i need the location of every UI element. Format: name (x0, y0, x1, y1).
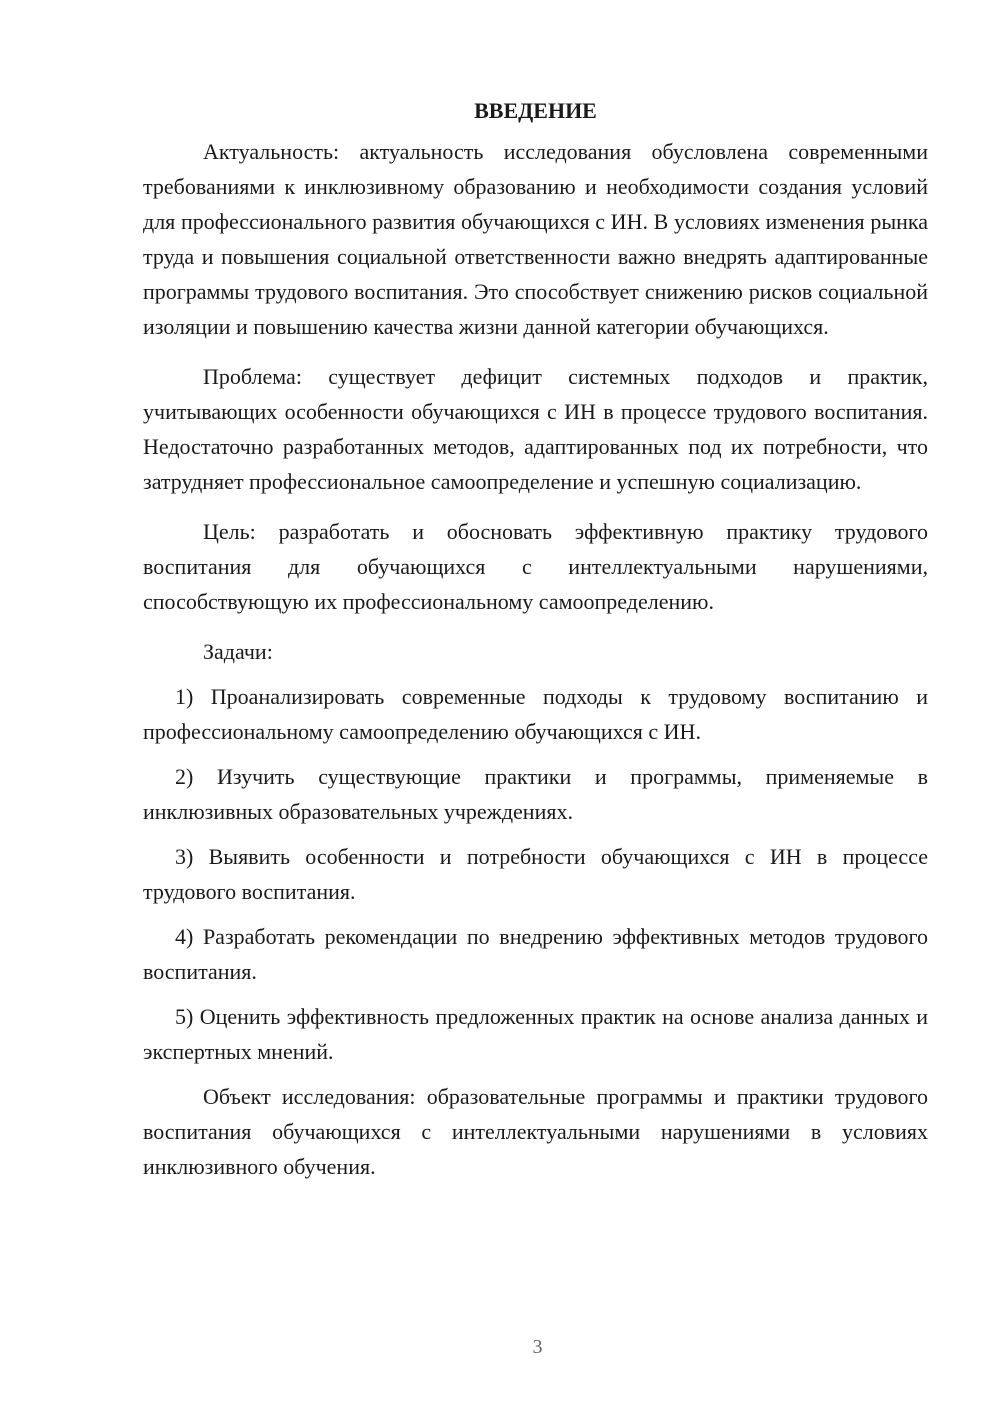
section-title: ВВЕДЕНИЕ (474, 98, 597, 123)
goal-paragraph: Цель: разработать и обосновать эффективную практику трудового воспитания для обучающихся с интеллектуальными нарушениями, способствующую их профессиональному самоопределению. (143, 519, 928, 614)
task-item: 1) Проанализировать современные подходы к трудовому воспитанию и профессиональному самоопределению обучающихся с ИН. (143, 684, 928, 744)
task-item: 4) Разработать рекомендации по внедрению эффективных методов трудового воспитания. (143, 924, 928, 984)
problem-paragraph: Проблема: существует дефицит системных подходов и практик, учитывающих особенности обучающихся с ИН в процессе трудового воспитания. Недостаточно разработанных методов, адаптированных под их потребности, что затрудняет профессиональное самоопределение и успешную социализацию. (143, 364, 928, 494)
task-item: 2) Изучить существующие практики и программы, применяемые в инклюзивных образовательных учреждениях. (143, 764, 928, 824)
tasks-label: Задачи: (203, 639, 273, 664)
object-paragraph: Объект исследования: образовательные программы и практики трудового воспитания обучающихся с интеллектуальными нарушениями в условиях инклюзивного обучения. (143, 1084, 928, 1179)
task-item: 5) Оценить эффективность предложенных практик на основе анализа данных и экспертных мнений. (143, 1004, 928, 1064)
task-item: 3) Выявить особенности и потребности обучающихся с ИН в процессе трудового воспитания. (143, 844, 928, 904)
relevance-paragraph: Актуальность: актуальность исследования обусловлена современными требованиями к инклюзивному образованию и необходимости создания условий для профессионального развития обучающихся с ИН. В условиях изменения рынка труда и повышения социальной ответственности важно внедрять адаптированные программы трудового воспитания. Это способствует снижению рисков социальной изоляции и повышению качества жизни данной категории обучающихся. (143, 139, 928, 339)
page-number: 3 (532, 1336, 543, 1358)
page-content (143, 93, 928, 1184)
